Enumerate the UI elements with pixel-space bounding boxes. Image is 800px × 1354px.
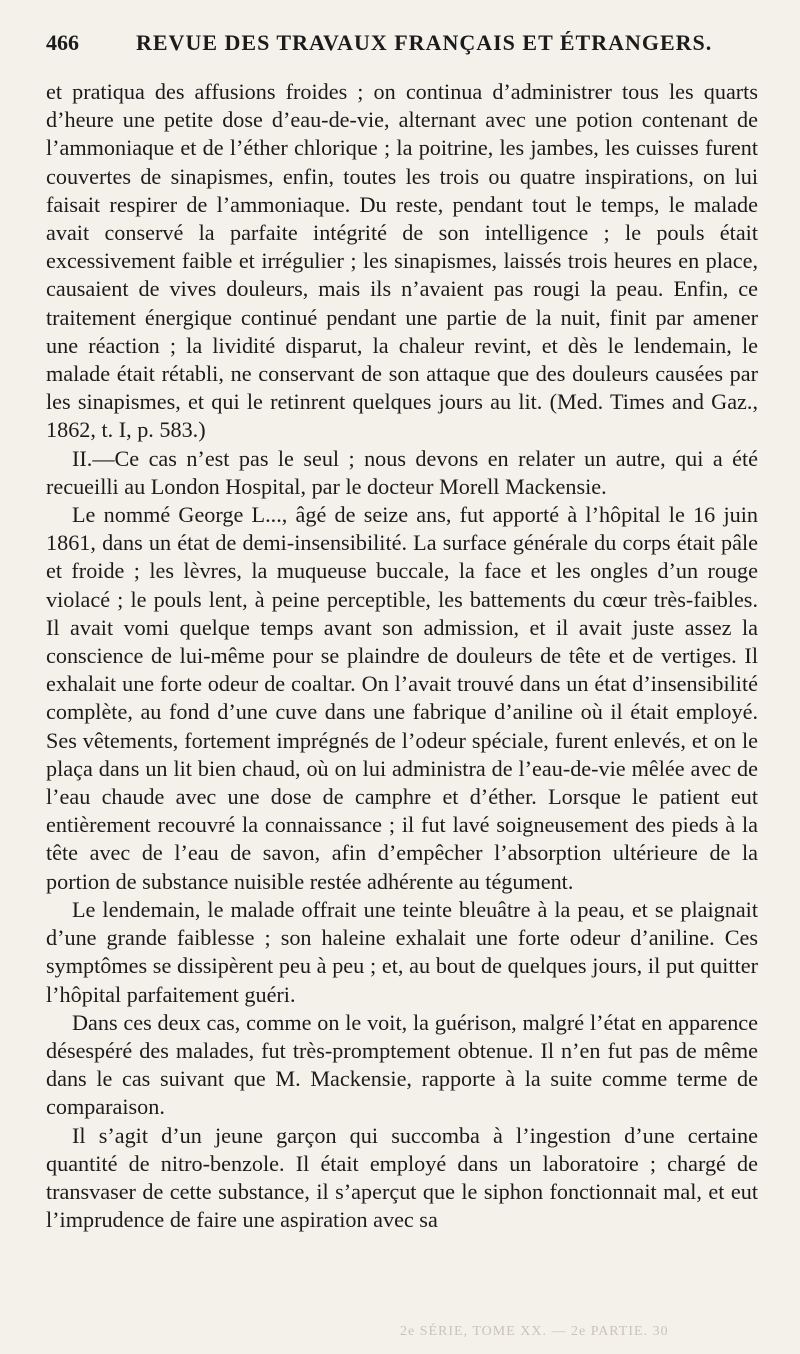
paragraph-3: Le nommé George L..., âgé de seize ans, fut apporté à l’hôpital le 16 juin 1861, dans un état de demi-insensibilité. La surface générale du corps était pâle et froide ; les lèvres, la muqueuse buccale, la face et les ongles d’un rouge violacé ; le pouls lent, à peine perceptible, les battements du cœur très-faibles. Il avait vomi quelque temps avant son admission, et il avait juste assez la conscience de lui-même pour se plaindre de douleurs de tête et de vertiges. Il exhalait une forte odeur de coaltar. On l’avait trouvé dans un état d’insensibilité complète, au fond d’une cuve dans une fabrique d’aniline où il était employé. Ses vêtements, fortement imprégnés de l’odeur spéciale, furent enlevés, et on le plaça dans un lit bien chaud, où on lui administra de l’eau-de-vie mêlée avec de l’eau chaude avec une dose de camphre et d’éther. Lorsque le patient eut entièrement recouvré la connaissance ; il fut lavé soigneusement des pieds à la tête avec de l’eau de savon, afin d’empêcher l’absorption ultérieure de la portion de substance nuisible restée adhérente au tégument. — [46, 502, 758, 894]
running-head — [46, 30, 758, 74]
paragraph-1: et pratiqua des affusions froides ; on continua d’administrer tous les quarts d’heure une petite dose d’eau-de-vie, alternant avec une potion contenant de l’ammoniaque et de l’éther chlorique ; la poitrine, les jambes, les cuisses furent couvertes de sinapismes, enfin, toutes les trois ou quatre inspirations, on lui faisait respirer de l’ammoniaque. Du reste, pendant tout le temps, le malade avait conservé la parfaite intégrité de son intelligence ; le pouls était excessivement faible et irrégulier ; les sinapismes, laissés trois heures en place, causaient de vives douleurs, mais ils n’avaient pas rougi la peau. Enfin, ce traitement énergique continué pendant une partie de la nuit, finit par amener une réaction ; la lividité disparut, la chaleur revint, et dès le lendemain, le malade était rétabli, ne conservant de son attaque que des douleurs causées par les sinapismes, et qui le retinrent quelques jours au lit. (Med. Times and Gaz., 1862, t. I, p. 583.) — [46, 79, 758, 443]
paragraph-2: II.—Ce cas n’est pas le seul ; nous devons en relater un autre, qui a été recueilli au London Hospital, par le docteur Morell Mackensie. — [46, 445, 758, 499]
page-number: 466 — [46, 30, 79, 55]
print-signature: 2e SÉRIE, TOME XX. — 2e PARTIE. 30 — [400, 1324, 669, 1339]
paragraph-5: Dans ces deux cas, comme on le voit, la guérison, malgré l’état en apparence désespéré des malades, fut très-promptement obtenue. Il n’en fut pas de même dans le cas suivant que M. Mackensie, rapporte à la suite comme terme de comparaison. — [46, 1009, 758, 1120]
paragraph-6: Il s’agit d’un jeune garçon qui succomba à l’ingestion d’une certaine quantité de nitro-benzole. Il était employé dans un laboratoire ; chargé de transvaser de cette substance, il s’aperçut que le siphon fonctionnait mal, et eut l’imprudence de faire une aspiration avec sa — [46, 1122, 758, 1233]
article-body — [46, 78, 758, 1234]
paragraph-4: Le lendemain, le malade offrait une teinte bleuâtre à la peau, et se plaignait d’une grande faiblesse ; son haleine exhalait une forte odeur d’aniline. Ces symptômes se dissipèrent peu à peu ; et, au bout de quelques jours, il put quitter l’hôpital parfaitement guéri. — [46, 896, 758, 1007]
running-title: REVUE DES TRAVAUX FRANÇAIS ET ÉTRANGERS. — [136, 30, 713, 55]
